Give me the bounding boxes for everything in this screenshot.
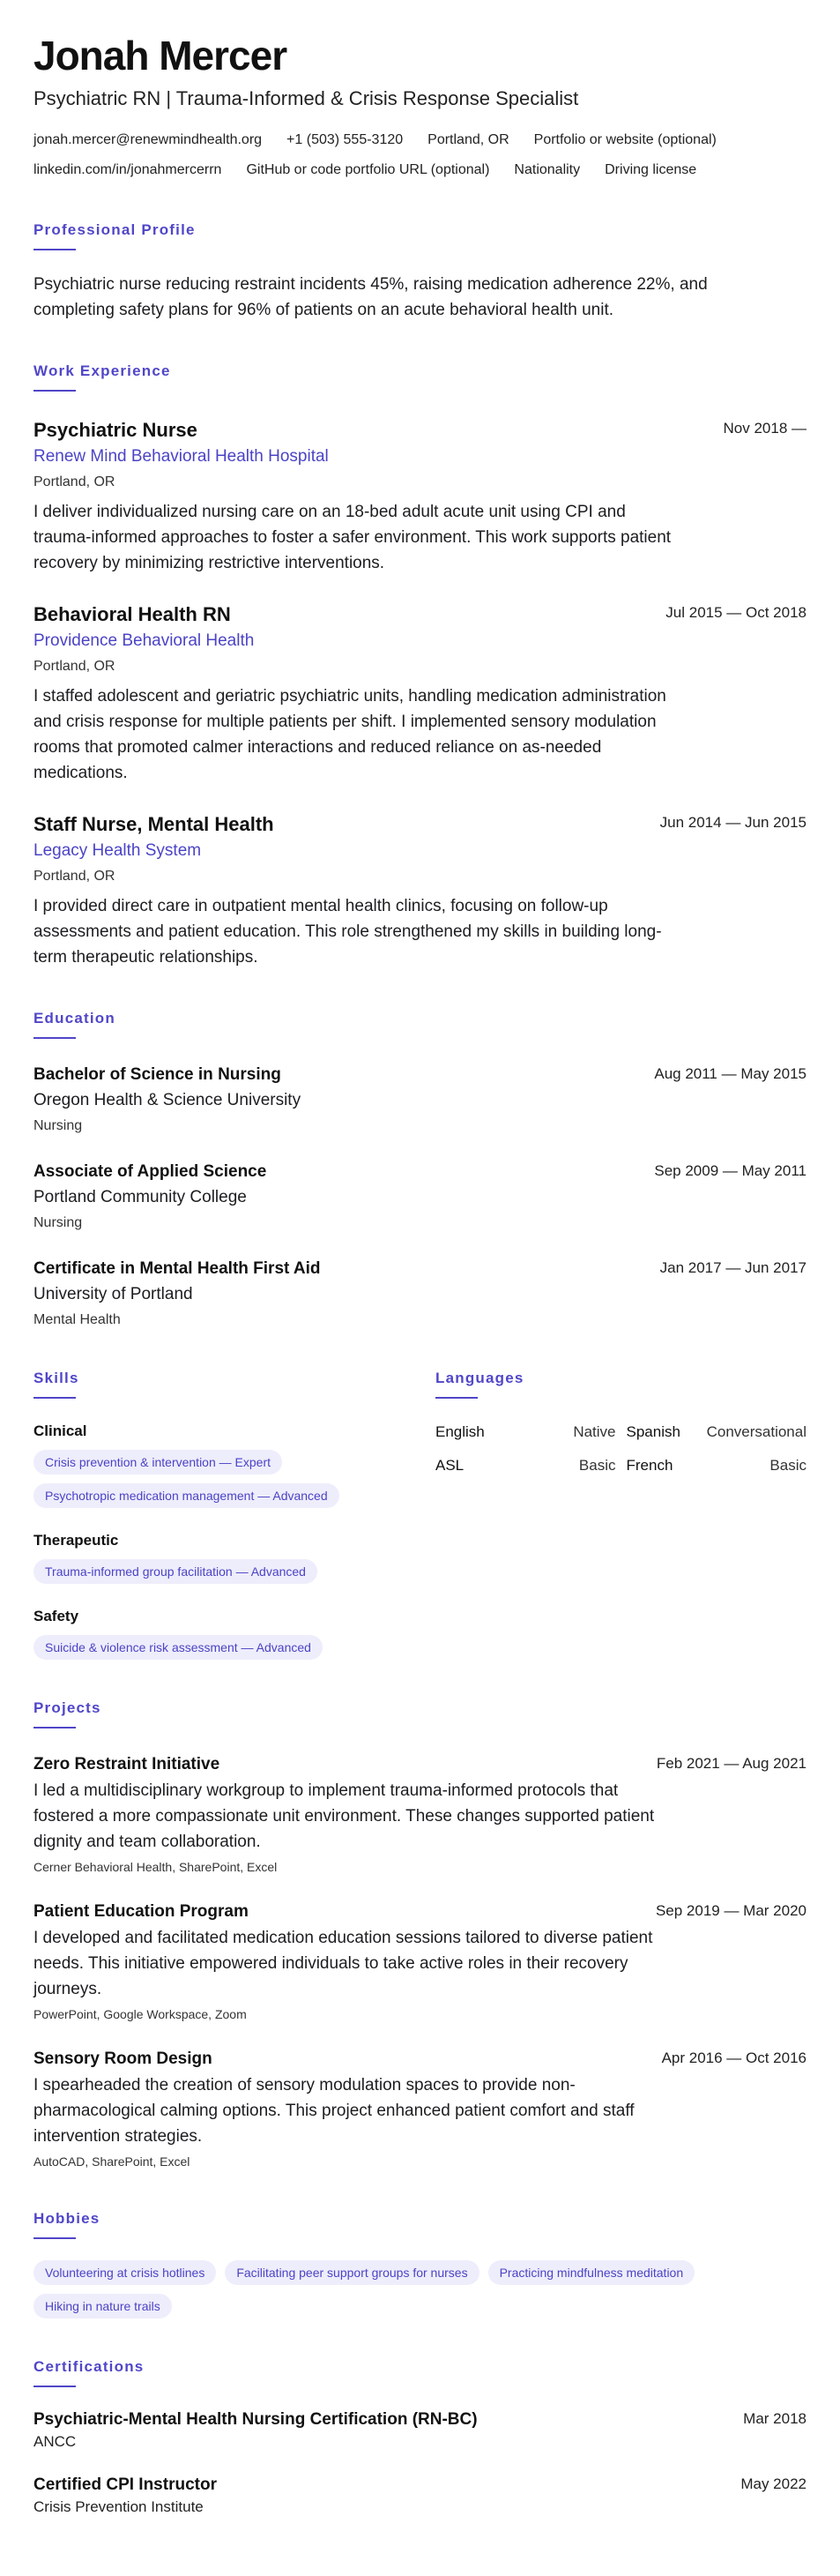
job-company: Providence Behavioral Health [33,631,255,650]
job-description: I deliver individualized nursing care on an 18-bed adult acute unit using CPI and trauma-informed approaches to foster a safer environment. This work supports patient recovery by minimizing restrictive interventions. [33,503,672,572]
education-field: Nursing [33,1215,83,1230]
language-name: English [435,1423,485,1440]
education-field: Nursing [33,1118,83,1133]
skill-chips [33,1559,435,1584]
project-dates: Feb 2021 — Aug 2021 [656,1755,807,1772]
section-divider [33,1397,76,1399]
contact-email[interactable]: jonah.mercer@renewmindhealth.org [33,132,263,147]
job-entry [33,418,807,576]
language-item [435,1455,616,1476]
skill-chips [33,1450,435,1508]
hobby-chips [33,2260,807,2318]
job-title: Behavioral Health RN [33,603,231,625]
job-location: Portland, OR [33,869,115,884]
skills-languages-row [33,1369,807,1660]
hobby-chip: Hiking in nature trails [33,2294,172,2318]
skill-chip: Suicide & violence risk assessment — Advanced [33,1635,323,1660]
project-entry [33,1753,807,1876]
section-title: Skills [33,1370,79,1386]
project-description: I led a multidisciplinary workgroup to implement trauma-informed protocols that fostered a more compassionate unit environment. These changes supported patient dignity and team collaboration. [33,1781,655,1851]
skill-group [33,1422,435,1508]
skill-group [33,1607,435,1660]
education-school: Portland Community College [33,1188,247,1206]
profile-summary: Psychiatric nurse reducing restraint incidents 45%, raising medication adherence 22%, and completing safety plans for 96% of patients on an acute behavioral health unit. [33,275,708,319]
education-dates: Aug 2011 — May 2015 [654,1065,807,1082]
job-dates: Jul 2015 — Oct 2018 [665,604,807,621]
project-tools: AutoCAD, SharePoint, Excel [33,2154,190,2169]
language-level: Native [573,1423,616,1440]
education-entry [33,1258,807,1330]
resume-header [33,34,807,182]
job-dates: Jun 2014 — Jun 2015 [659,814,807,831]
project-description: I developed and facilitated medication education sessions tailored to diverse patient needs. This initiative empowered individuals to take active roles in their recovery journeys. [33,1929,653,1998]
language-level: Basic [578,1457,616,1474]
projects-section [33,1699,807,2170]
certification-date: May 2022 [740,2475,807,2492]
language-item [435,1422,616,1443]
skill-group-title: Therapeutic [33,1532,119,1549]
contact-portfolio[interactable]: Portfolio or website (optional) [533,132,717,147]
language-name: ASL [435,1457,465,1474]
contact-location: Portland, OR [427,132,509,147]
contact-nationality: Nationality [514,162,581,177]
job-company: Legacy Health System [33,841,202,860]
section-title: Hobbies [33,2210,100,2227]
education-entry [33,1161,807,1233]
candidate-name: Jonah Mercer [33,33,287,78]
hobby-chip: Facilitating peer support groups for nurses [225,2260,479,2285]
contact-driving-license: Driving license [605,162,697,177]
project-entry [33,2048,807,2170]
languages-section [435,1369,807,1660]
skill-chip: Crisis prevention & intervention — Expert [33,1450,282,1475]
profile-section [33,220,807,323]
project-dates: Sep 2019 — Mar 2020 [655,1902,807,1919]
certification-entry [33,2408,807,2453]
skills-section [33,1369,435,1660]
contact-linkedin[interactable]: linkedin.com/in/jonahmercerrn [33,162,222,177]
job-dates: Nov 2018 — [723,420,807,437]
language-level: Basic [769,1457,807,1474]
language-name: French [626,1457,673,1474]
candidate-headline: Psychiatric RN | Trauma-Informed & Crisis Response Specialist [33,87,579,109]
language-item [627,1455,807,1476]
education-section [33,1009,807,1330]
section-divider [33,2237,76,2239]
project-tools: PowerPoint, Google Workspace, Zoom [33,2007,247,2021]
section-divider [33,249,76,250]
job-title: Staff Nurse, Mental Health [33,813,274,835]
contact-github[interactable]: GitHub or code portfolio URL (optional) [246,162,490,177]
job-location: Portland, OR [33,474,115,489]
project-entry [33,1900,807,2023]
job-title: Psychiatric Nurse [33,419,197,441]
language-list [435,1422,807,1489]
section-title: Work Experience [33,362,171,379]
section-title: Professional Profile [33,221,196,238]
education-field: Mental Health [33,1312,121,1327]
certification-date: Mar 2018 [743,2410,807,2427]
project-title: Patient Education Program [33,1902,249,1921]
hobbies-section [33,2209,807,2318]
skill-group [33,1531,435,1584]
experience-section [33,362,807,970]
certification-entry [33,2474,807,2518]
section-title: Languages [435,1370,524,1386]
certifications-section [33,2357,807,2518]
job-description: I staffed adolescent and geriatric psychiatric units, handling medication administration and crisis response for multiple patients per shift. I implemented sensory modulation rooms that promoted calmer interactions and reduced reliance on as-needed medications. [33,687,666,782]
skill-chip: Psychotropic medication management — Advanced [33,1483,339,1508]
education-school: Oregon Health & Science University [33,1091,301,1109]
education-degree: Bachelor of Science in Nursing [33,1065,281,1084]
section-title: Education [33,1010,115,1027]
certification-issuer: ANCC [33,2433,77,2450]
project-title: Sensory Room Design [33,2050,212,2068]
language-name: Spanish [626,1423,680,1440]
language-item [627,1422,807,1443]
education-dates: Sep 2009 — May 2011 [654,1162,807,1179]
job-description: I provided direct care in outpatient mental health clinics, focusing on follow-up assessments and patient education. This role strengthened my skills in building long-term therapeutic relationships. [33,897,662,967]
skill-group-title: Safety [33,1608,79,1624]
certification-issuer: Crisis Prevention Institute [33,2498,204,2515]
section-divider [33,2386,76,2387]
contact-phone[interactable]: +1 (503) 555-3120 [286,132,404,147]
education-degree: Certificate in Mental Health First Aid [33,1259,321,1278]
certification-name: Certified CPI Instructor [33,2475,217,2494]
project-tools: Cerner Behavioral Health, SharePoint, Excel [33,1860,278,1874]
project-dates: Apr 2016 — Oct 2016 [661,2050,807,2066]
job-company: Renew Mind Behavioral Health Hospital [33,447,329,466]
hobby-chip: Practicing mindfulness meditation [488,2260,695,2285]
skill-chips [33,1635,435,1660]
education-school: University of Portland [33,1285,193,1303]
language-level: Conversational [706,1423,807,1440]
job-entry [33,602,807,786]
hobby-chip: Volunteering at crisis hotlines [33,2260,216,2285]
skill-group-title: Clinical [33,1422,87,1439]
section-divider [435,1397,478,1399]
certification-name: Psychiatric-Mental Health Nursing Certification (RN-BC) [33,2410,478,2429]
section-divider [33,390,76,392]
job-location: Portland, OR [33,659,115,674]
project-title: Zero Restraint Initiative [33,1755,220,1773]
job-entry [33,812,807,970]
section-title: Certifications [33,2358,145,2375]
education-degree: Associate of Applied Science [33,1162,267,1181]
skill-chip: Trauma-informed group facilitation — Advanced [33,1559,317,1584]
section-title: Projects [33,1699,101,1716]
section-divider [33,1037,76,1039]
section-divider [33,1727,76,1729]
education-entry [33,1064,807,1136]
contact-list [33,129,807,182]
project-description: I spearheaded the creation of sensory modulation spaces to provide non-pharmacological calming options. This project enhanced patient comfort and staff intervention strategies. [33,2076,635,2146]
education-dates: Jan 2017 — Jun 2017 [659,1259,807,1276]
